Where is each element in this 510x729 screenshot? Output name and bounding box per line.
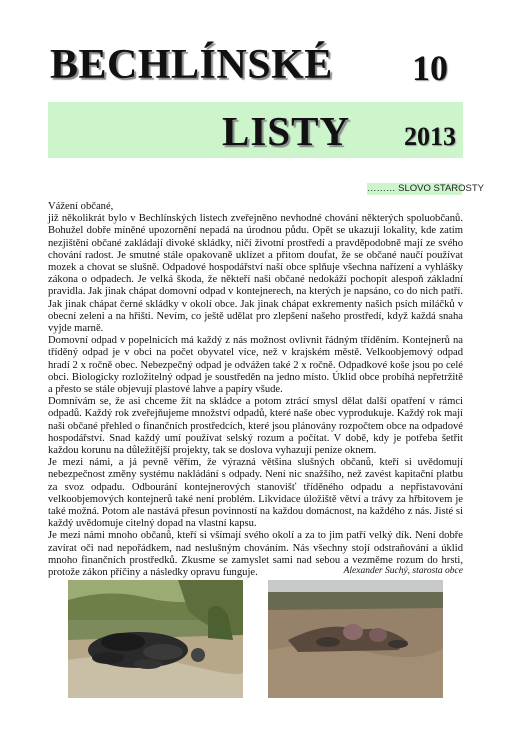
masthead-title: BECHLÍNSKÉ xyxy=(50,42,333,88)
masthead-subtitle: LISTY xyxy=(222,108,351,154)
section-tag: ……… SLOVO STAROSTY xyxy=(367,183,485,194)
issue-number: 10 xyxy=(412,48,448,88)
illegal-dump-photo-field xyxy=(268,580,443,698)
masthead-year: 2013 xyxy=(404,122,456,151)
article-paragraph: Domovní odpad v popelnicích má každý z nás možnost ovlivnit řádným tříděním. Kontejnerů na tříděný odpad je v obci na počet obyvatel více, než v krajském městě. Velkoobjemový odpad hradí 2 x ročně obec. Nebezpečný odpad je odvážen také 2 x ročně. Odpadkové koše jsou po celé obci. Biologicky rozložitelný odpad je soustředěn na jedno místo. Úklid obce probíhá nepřetržitě a přesto se stále objevují plastové lahve a papíry všude. xyxy=(48,335,463,396)
article-paragraph: Je mezi námi mnoho občanů, kteří si všímají svého okolí a za to jim patří velký dík. Není dobře zavírat oči nad nepořádkem, nad neslušným chováním. Nás všechny stojí odstraňování a úklid mnoho finančních prostředků. Zkusme se zamyslet sami nad sebou a vezměme rozum do hrsti, protože zákon příčiny a následky opravu funguje. xyxy=(48,530,463,579)
illegal-dump-photo-tires xyxy=(68,580,243,698)
article-signature: Alexander Suchý, starosta obce xyxy=(343,566,463,576)
article-paragraph: Vážení občané, xyxy=(48,201,114,212)
article-paragraph: již několikrát bylo v Bechlínských listech zveřejněno nevhodné chování některých spoluobčanů. Bohužel dobře míněné upozornění nepadá na úrodnou půdu. Opět se ukazují lokality, kde zatím nezjištění občané zakládají divoké skládky, ničí životní prostředí a pravděpodobně mají ze svého chování radost. Je smutné stále opakovaně uklízet a přitom doufat, že se občané naučí používat mozek a chovat se slušně. Odpadové hospodářství naší obce splňuje všechna nařízení a vyhlášky zákona o odpadech. Je velká škoda, že někteří naši občané nedokáží pochopit alespoň základní pravidla. Jak jinak chápat domovní odpad v kontejnerech, na kterých je napsáno, co do nich patří. Jak jinak chápat černé skládky v okolí obce. Jak jinak chápat exkrementy našich psích miláčků v obecní zeleni a na hřišti. Nevím, co ještě udělat pro zlepšení našeho prostředí, když každá snaha vyjde marně. xyxy=(48,213,463,335)
article-paragraph: Je mezi námi, a já pevně věřím, že výrazná většina slušných občanů, kteří si uvědomují nebezpečnost změny systému nakládání s odpady. Není nic snažšího, než zavést kapitační platbu za svoz odpadu. Odbourání kontejnerových stanovišť tříděného odpadu a nepřistavování velkoobjemových kontejnerů také není problém. Likvidace úložiště větví a trávy za hřbitovem je také možná. Potom ale nastává přesun povinností na každou domácnost, na každého z nás. Jisté si každý uvědomuje citelný dopad na vlastní kapsu. xyxy=(48,457,463,530)
article-paragraph: Domnívám se, že asi chceme žít na skládce a potom ztrácí smysl dělat další opatření v rámci odpadů. Každý rok zveřejňujeme množství odpadů, které naše obec vyprodukuje. Každý rok mají naši občané přehled o finančních prostředcích, které jsou plánovány rozpočtem obce na odpadové hospodářství. Snad každý umí používat selský rozum a počítat. V době, kdy je potřeba šetřit každou korunu na důležitější projekty, tak se doslova vyhazují peníze oknem. xyxy=(48,396,463,457)
article-body xyxy=(48,201,463,579)
